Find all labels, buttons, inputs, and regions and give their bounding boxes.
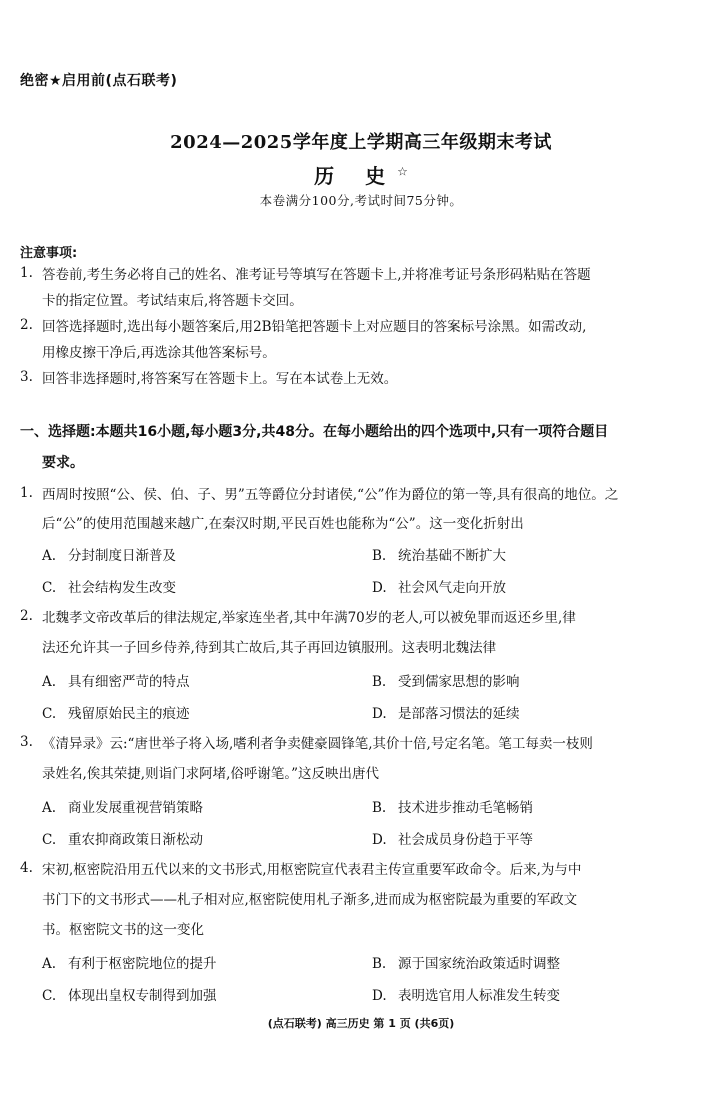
option-b xyxy=(372,544,506,564)
option-c xyxy=(42,828,203,848)
question-stem: 书门下的文书形式——札子相对应,枢密院使用札子渐多,进而成为枢密院最为重要的军政文 xyxy=(42,892,578,908)
subject-name: 历 史 xyxy=(314,164,398,188)
option-text: 是部落习惯法的延续 xyxy=(398,706,520,722)
option-letter: D. xyxy=(372,988,387,1004)
question-stem: 西周时按照“公、侯、伯、子、男”五等爵位分封诸侯,“公”作为爵位的第一等,具有很高的地位。之 xyxy=(42,487,619,503)
question-stem: 宋初,枢密院沿用五代以来的文书形式,用枢密院宣代表君主传宣重要军政命令。后来,为与中 xyxy=(42,862,582,878)
option-b xyxy=(372,670,520,690)
confidential-label: 绝密★启用前(点石联考) xyxy=(20,73,178,89)
option-text: 有利于枢密院地位的提升 xyxy=(68,956,217,972)
question-number: 2. xyxy=(20,608,33,624)
option-letter: A. xyxy=(42,956,57,972)
notice-item-text: 卡的指定位置。考试结束后,将答题卡交回。 xyxy=(42,293,303,309)
option-b xyxy=(372,952,560,972)
section-heading-cont: 要求。 xyxy=(42,455,84,471)
notice-item-number: 2. xyxy=(20,317,33,333)
question-stem: 北魏孝文帝改革后的律法规定,举家连坐者,其中年满70岁的老人,可以被免罪而返还乡里,律 xyxy=(42,610,576,626)
notice-item-text: 答卷前,考生务必将自己的姓名、准考证号等填写在答题卡上,并将准考证号条形码粘贴在答题 xyxy=(42,267,591,283)
notice-item-text: 回答选择题时,选出每小题答案后,用2B铅笔把答题卡上对应题目的答案标号涂黑。如需改动, xyxy=(42,319,587,335)
question-number: 1. xyxy=(20,485,33,501)
question-stem: 后“公”的使用范围越来越广,在秦汉时期,平民百姓也能称为“公”。这一变化折射出 xyxy=(42,516,524,532)
option-text: 社会成员身份趋于平等 xyxy=(398,832,533,848)
option-a xyxy=(42,952,217,972)
option-d xyxy=(372,828,533,848)
section-heading: 一、选择题:本题共16小题,每小题3分,共48分。在每小题给出的四个选项中,只有一项符合题目 xyxy=(20,424,609,440)
option-d xyxy=(372,984,560,1004)
question-stem: 书。枢密院文书的这一变化 xyxy=(42,922,204,938)
question-number: 4. xyxy=(20,860,33,876)
question-stem: 录姓名,俟其荣捷,则诣门求阿堵,俗呼谢笔。”这反映出唐代 xyxy=(42,766,380,782)
notice-item-text: 用橡皮擦干净后,再选涂其他答案标号。 xyxy=(42,345,276,361)
option-text: 源于国家统治政策适时调整 xyxy=(398,956,560,972)
option-text: 社会结构发生改变 xyxy=(68,580,176,596)
notice-item-number: 1. xyxy=(20,265,33,281)
option-letter: B. xyxy=(372,674,387,690)
question-stem: 法还允许其一子回乡侍养,待到其亡故后,其子再回边镇服刑。这表明北魏法律 xyxy=(42,640,497,656)
option-text: 技术进步推动毛笔畅销 xyxy=(398,800,533,816)
option-text: 重农抑商政策日渐松动 xyxy=(68,832,203,848)
option-text: 商业发展重视营销策略 xyxy=(68,800,203,816)
option-text: 体现出皇权专制得到加强 xyxy=(68,988,217,1004)
question-number: 3. xyxy=(20,734,33,750)
option-text: 残留原始民主的痕迹 xyxy=(68,706,190,722)
option-text: 表明选官用人标准发生转变 xyxy=(398,988,560,1004)
option-a xyxy=(42,670,190,690)
option-c xyxy=(42,984,217,1004)
option-c xyxy=(42,576,176,596)
option-b xyxy=(372,796,533,816)
option-a xyxy=(42,796,203,816)
option-letter: C. xyxy=(42,706,57,722)
option-a xyxy=(42,544,176,564)
option-letter: B. xyxy=(372,548,387,564)
notice-item-text: 回答非选择题时,将答案写在答题卡上。写在本试卷上无效。 xyxy=(42,371,398,387)
option-c xyxy=(42,702,190,722)
option-d xyxy=(372,576,506,596)
option-letter: A. xyxy=(42,800,57,816)
notice-item-number: 3. xyxy=(20,369,33,385)
option-letter: C. xyxy=(42,988,57,1004)
option-letter: D. xyxy=(372,832,387,848)
option-text: 社会风气走向开放 xyxy=(398,580,506,596)
option-text: 具有细密严苛的特点 xyxy=(68,674,190,690)
option-letter: D. xyxy=(372,580,387,596)
star-mark: ☆ xyxy=(397,164,408,179)
option-d xyxy=(372,702,520,722)
option-letter: D. xyxy=(372,706,387,722)
notice-heading: 注意事项: xyxy=(20,246,78,261)
option-letter: A. xyxy=(42,674,57,690)
option-text: 分封制度日渐普及 xyxy=(68,548,176,564)
option-letter: A. xyxy=(42,548,57,564)
option-text: 统治基础不断扩大 xyxy=(398,548,506,564)
exam-info: 本卷满分100分,考试时间75分钟。 xyxy=(259,193,463,208)
question-stem: 《清异录》云:“唐世举子将入场,嗜利者争卖健豪圆锋笔,其价十倍,号定名笔。笔工每卖一枝则 xyxy=(42,736,593,752)
option-letter: B. xyxy=(372,800,387,816)
page-footer: (点石联考) 高三历史 第 1 页 (共6页) xyxy=(267,1017,455,1030)
option-letter: C. xyxy=(42,580,57,596)
option-letter: C. xyxy=(42,832,57,848)
option-text: 受到儒家思想的影响 xyxy=(398,674,520,690)
subject-title xyxy=(0,160,722,189)
exam-title: 2024—2025学年度上学期高三年级期末考试 xyxy=(170,132,552,153)
option-letter: B. xyxy=(372,956,387,972)
